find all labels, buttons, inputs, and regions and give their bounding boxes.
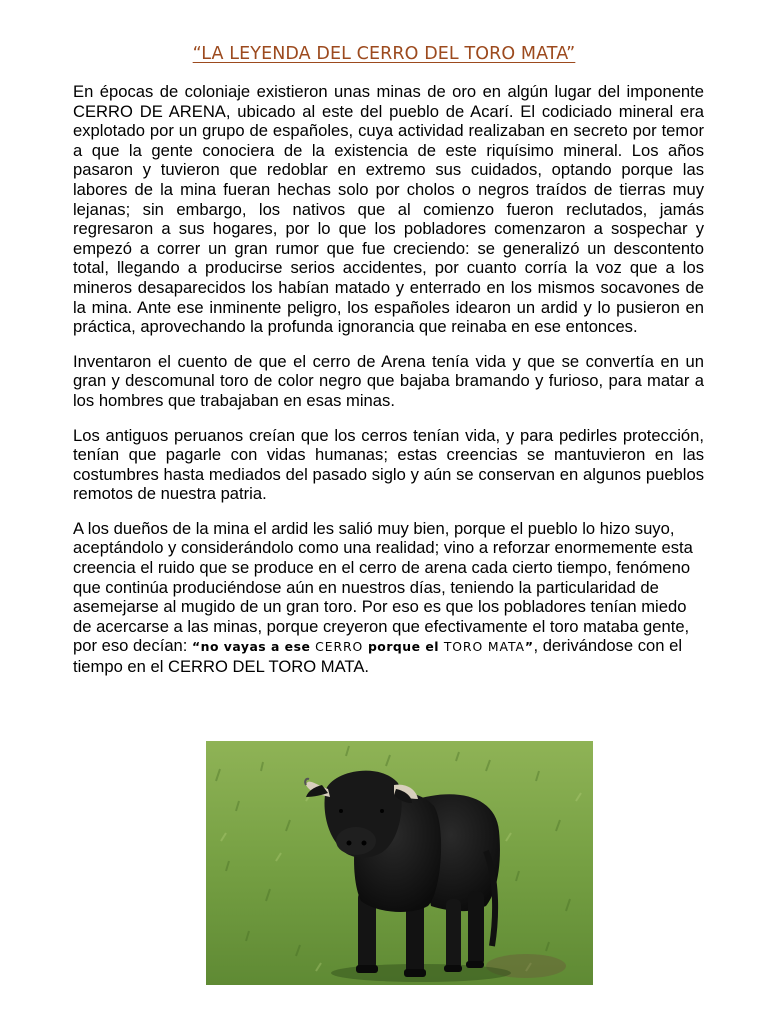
- quote-part-d: TORO MATA: [443, 639, 525, 655]
- document-body: [73, 82, 704, 692]
- quote-part-a: “no vayas a ese: [192, 639, 316, 655]
- paragraph-1: En épocas de coloniaje existieron unas minas de oro en algún lugar del imponente CERRO DE ARENA, ubicado al este del pueblo de Acarí. El codiciado mineral era explotado por un grupo de españoles, cuya actividad realizaban en secreto por temor a que la gente conociera de la existencia de este riquísimo mineral. Los años pasaron y tuvieron que redoblar en extremo sus cuidados, optando porque las labores de la mina fueran hechas solo por cholos o negros traídos de tierras muy lejanas; sin embargo, los nativos que al comienzo fueron reclutados, jamás regresaron a sus hogares, por lo que los pobladores comenzaron a sospechar y empezó a correr un gran rumor que fue creciendo: se generalizó un descontento total, llegando a producirse serios accidentes, por cuanto corría la voz que a los mineros desaparecidos los habían matado y enterrado en los mismos socavones de la mina. Ante ese inminente peligro, los españoles idearon un ardid y lo pusieron en práctica, aprovechando la profunda ignorancia que reinaba en ese entonces.: [73, 82, 704, 337]
- paragraph-4-ending: , derivándose con el tiempo en el CERRO DEL TORO MATA.: [73, 636, 683, 677]
- paragraph-2: Inventaron el cuento de que el cerro de Arena tenía vida y que se convertía en un gran y descomunal toro de color negro que bajaba bramando y furioso, para matar a los hombres que trabajaban en esas minas.: [73, 351, 704, 410]
- black-bull-photo: [206, 741, 593, 985]
- bull-illustration: [206, 741, 593, 985]
- paragraph-3: Los antiguos peruanos creían que los cerros tenían vida, y para pedirles protección, tenían que pagarle con vidas humanas; estas creencias se mantuvieron en las costumbres hasta mediados del pasado siglo y aún se conservan en algunos pueblos remotos de nuestra patria.: [73, 425, 704, 504]
- quote-part-e: ”: [524, 639, 534, 655]
- quote-part-c: porque el: [363, 639, 444, 655]
- quote: [192, 639, 533, 654]
- document-title: “LA LEYENDA DEL CERRO DEL TORO MATA”: [192, 44, 576, 64]
- quote-part-b: CERRO: [315, 639, 364, 655]
- paragraph-4: [73, 519, 704, 677]
- paragraph-4-text: A los dueños de la mina el ardid les salió muy bien, porque el pueblo lo hizo suyo, aceptándolo y considerándolo como una realidad; vino a reforzar enormemente esta creencia el ruido que se produce en el cerro de arena cada cierto tiempo, fenómeno que continúa produciéndose aún en nuestros días, teniendo la particularidad de asemejarse al mugido de un gran toro. Por eso es que los pobladores tenían miedo de acercarse a las minas, porque creyeron que efectivamente el toro mataba gente, por eso decían:: [73, 518, 693, 656]
